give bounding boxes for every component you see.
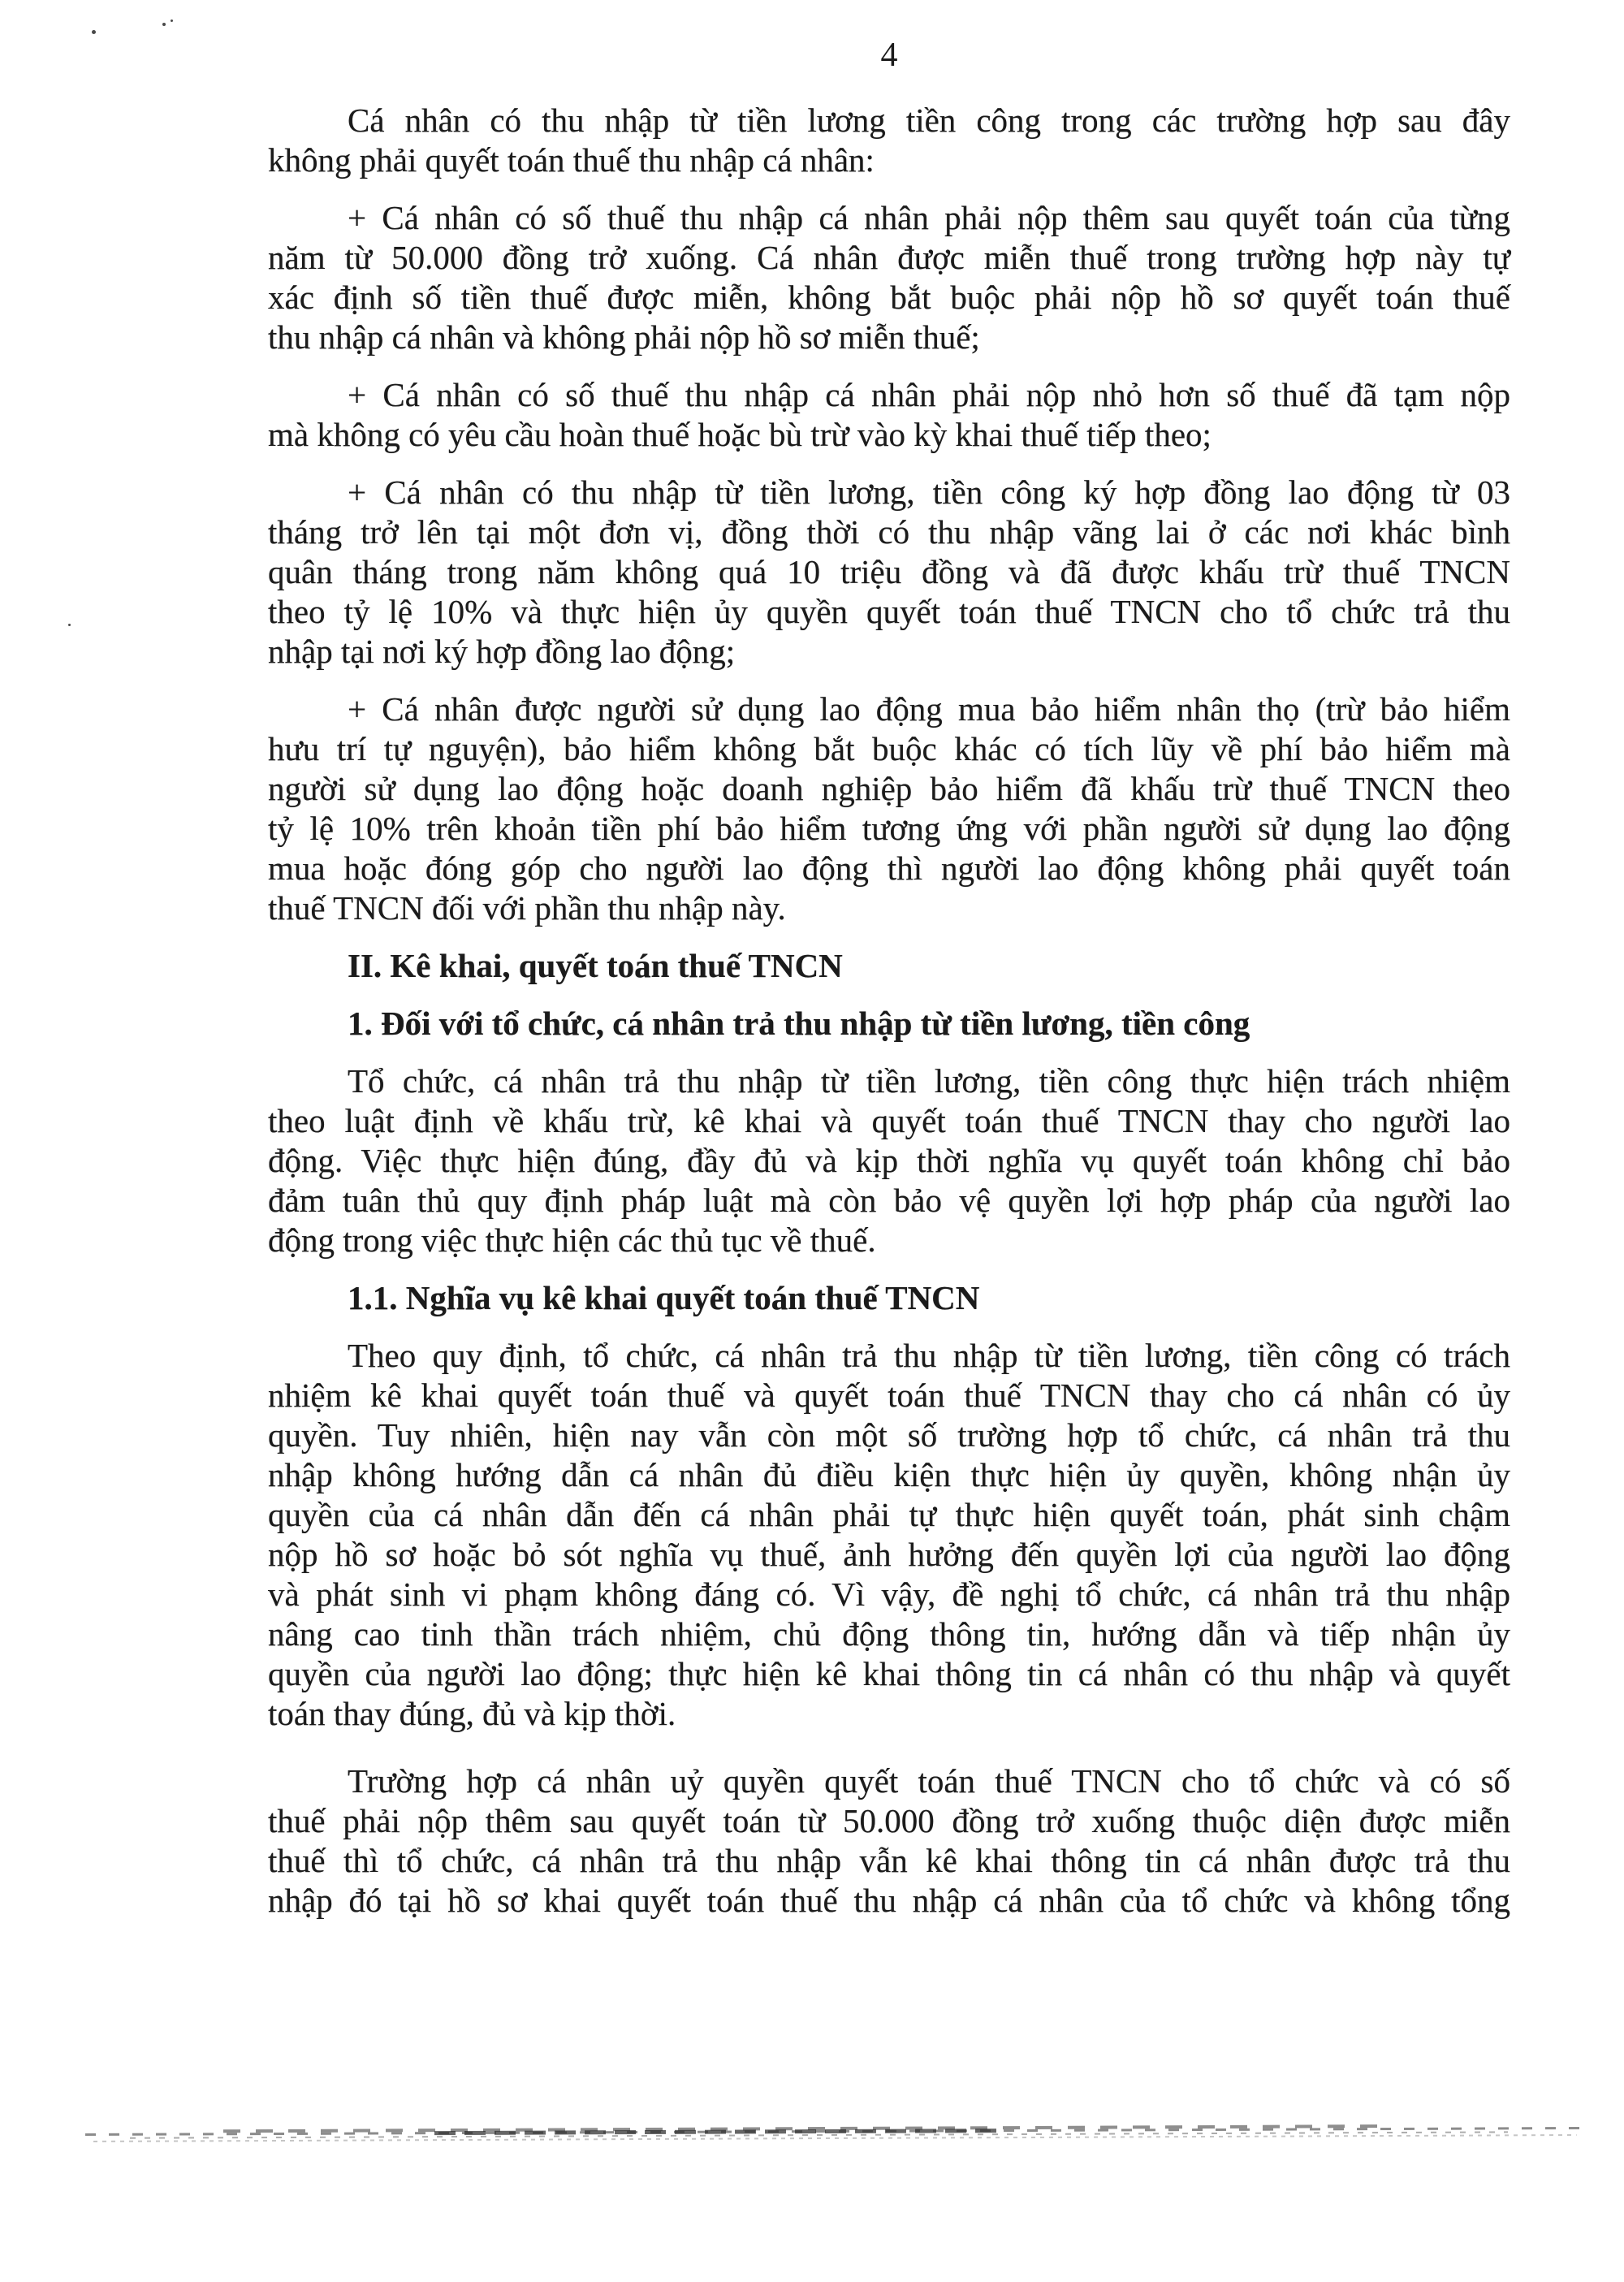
paragraph — [268, 101, 1510, 180]
text-line: Trường hợp cá nhân uỷ quyền quyết toán thuế TNCN cho tổ chức và có số — [348, 1762, 1510, 1800]
text-line: không phải quyết toán thuế thu nhập cá nhân: — [268, 141, 875, 179]
text-line: quyền. Tuy nhiên, hiện nay vẫn còn một số trường hợp tổ chức, cá nhân trả thu — [268, 1416, 1510, 1454]
text-line: quân tháng trong năm không quá 10 triệu đồng và đã được khấu trừ thuế TNCN — [268, 553, 1510, 590]
text-line: theo tỷ lệ 10% và thực hiện ủy quyền quyết toán thuế TNCN cho tổ chức trả thu — [268, 593, 1510, 630]
paragraph — [268, 1761, 1510, 1921]
paragraph — [268, 1061, 1510, 1260]
text-line: động. Việc thực hiện đúng, đầy đủ và kịp thời nghĩa vụ quyết toán không chỉ bảo — [268, 1142, 1510, 1179]
ink-speck — [162, 23, 166, 26]
text-line: II. Kê khai, quyết toán thuế TNCN — [348, 947, 843, 984]
text-line: nâng cao tinh thần trách nhiệm, chủ động thông tin, hướng dẫn và tiếp nhận ủy — [268, 1615, 1510, 1653]
paragraph — [268, 473, 1510, 672]
text-line: + Cá nhân được người sử dụng lao động mua bảo hiểm nhân thọ (trừ bảo hiểm — [348, 690, 1510, 728]
text-line: nhập đó tại hồ sơ khai quyết toán thuế thu nhập cá nhân của tổ chức và không tổng — [268, 1882, 1510, 1919]
text-line: 1. Đối với tổ chức, cá nhân trả thu nhập từ tiền lương, tiền công — [348, 1005, 1250, 1042]
text-line: Cá nhân có thu nhập từ tiền lương tiền công trong các trường hợp sau đây — [348, 102, 1510, 139]
text-line: nhiệm kê khai quyết toán thuế và quyết toán thuế TNCN thay cho cá nhân có ủy — [268, 1377, 1510, 1414]
text-line: nhập không hướng dẫn cá nhân đủ điều kiện thực hiện ủy quyền, không nhận ủy — [268, 1456, 1510, 1493]
text-line: người sử dụng lao động hoặc doanh nghiệp bảo hiểm đã khấu trừ thuế TNCN theo — [268, 770, 1510, 807]
ink-speck — [171, 19, 173, 22]
text-line: toán thay đúng, đủ và kịp thời. — [268, 1695, 676, 1732]
text-line: Tổ chức, cá nhân trả thu nhập từ tiền lương, tiền công thực hiện trách nhiệm — [348, 1062, 1510, 1100]
text-line: xác định số tiền thuế được miễn, không bắt buộc phải nộp hồ sơ quyết toán thuế — [268, 279, 1510, 316]
text-line: thu nhập cá nhân và không phải nộp hồ sơ miễn thuế; — [268, 318, 980, 356]
text-line: + Cá nhân có số thuế thu nhập cá nhân phải nộp nhỏ hơn số thuế đã tạm nộp — [348, 376, 1510, 413]
text-line: động trong việc thực hiện các thủ tục về thuế. — [268, 1221, 876, 1259]
paragraph — [268, 375, 1510, 455]
ink-speck — [68, 624, 71, 626]
scan-artifact-line — [85, 2116, 1583, 2147]
text-line: thuế phải nộp thêm sau quyết toán từ 50.000 đồng trở xuống thuộc diện được miễn — [268, 1802, 1510, 1839]
text-line: thuế TNCN đối với phần thu nhập này. — [268, 889, 786, 927]
text-line: tỷ lệ 10% trên khoản tiền phí bảo hiểm tương ứng với phần người sử dụng lao động — [268, 810, 1510, 847]
section-heading — [268, 1278, 1510, 1318]
text-line: + Cá nhân có số thuế thu nhập cá nhân phải nộp thêm sau quyết toán của từng — [348, 199, 1510, 236]
section-heading — [268, 1004, 1510, 1044]
text-line: thuế thì tổ chức, cá nhân trả thu nhập vẫn kê khai thông tin cá nhân được trả thu — [268, 1842, 1510, 1879]
text-line: quyền của người lao động; thực hiện kê khai thông tin cá nhân có thu nhập và quyết — [268, 1655, 1510, 1692]
text-line: nhập tại nơi ký hợp đồng lao động; — [268, 633, 736, 670]
text-line: năm từ 50.000 đồng trở xuống. Cá nhân được miễn thuế trong trường hợp này tự — [268, 239, 1510, 276]
text-line: đảm tuân thủ quy định pháp luật mà còn bảo vệ quyền lợi hợp pháp của người lao — [268, 1182, 1510, 1219]
document-body — [268, 101, 1510, 1921]
text-line: hưu trí tự nguyện), bảo hiểm không bắt buộc khác có tích lũy về phí bảo hiểm mà — [268, 730, 1510, 767]
text-line: tháng trở lên tại một đơn vị, đồng thời có thu nhập vãng lai ở các nơi khác bình — [268, 513, 1510, 551]
text-line: mà không có yêu cầu hoàn thuế hoặc bù trừ vào kỳ khai thuế tiếp theo; — [268, 416, 1212, 453]
section-heading — [268, 946, 1510, 986]
text-line: quyền của cá nhân dẫn đến cá nhân phải tự thực hiện quyết toán, phát sinh chậm — [268, 1496, 1510, 1533]
text-line: nộp hồ sơ hoặc bỏ sót nghĩa vụ thuế, ảnh hưởng đến quyền lợi của người lao động — [268, 1536, 1510, 1573]
paragraph — [268, 689, 1510, 928]
page-number: 4 — [880, 37, 898, 74]
text-line: mua hoặc đóng góp cho người lao động thì người lao động không phải quyết toán — [268, 849, 1510, 887]
text-line: theo luật định về khấu trừ, kê khai và quyết toán thuế TNCN thay cho người lao — [268, 1102, 1510, 1139]
text-line: Theo quy định, tổ chức, cá nhân trả thu nhập từ tiền lương, tiền công có trách — [348, 1337, 1510, 1374]
ink-speck — [92, 30, 96, 34]
text-line: + Cá nhân có thu nhập từ tiền lương, tiền công ký hợp đồng lao động từ 03 — [348, 473, 1510, 511]
paragraph — [268, 1336, 1510, 1734]
text-line: 1.1. Nghĩa vụ kê khai quyết toán thuế TNCN — [348, 1279, 980, 1316]
text-line: và phát sinh vi phạm không đáng có. Vì vậy, đề nghị tổ chức, cá nhân trả thu nhập — [268, 1575, 1510, 1613]
paragraph — [268, 198, 1510, 357]
